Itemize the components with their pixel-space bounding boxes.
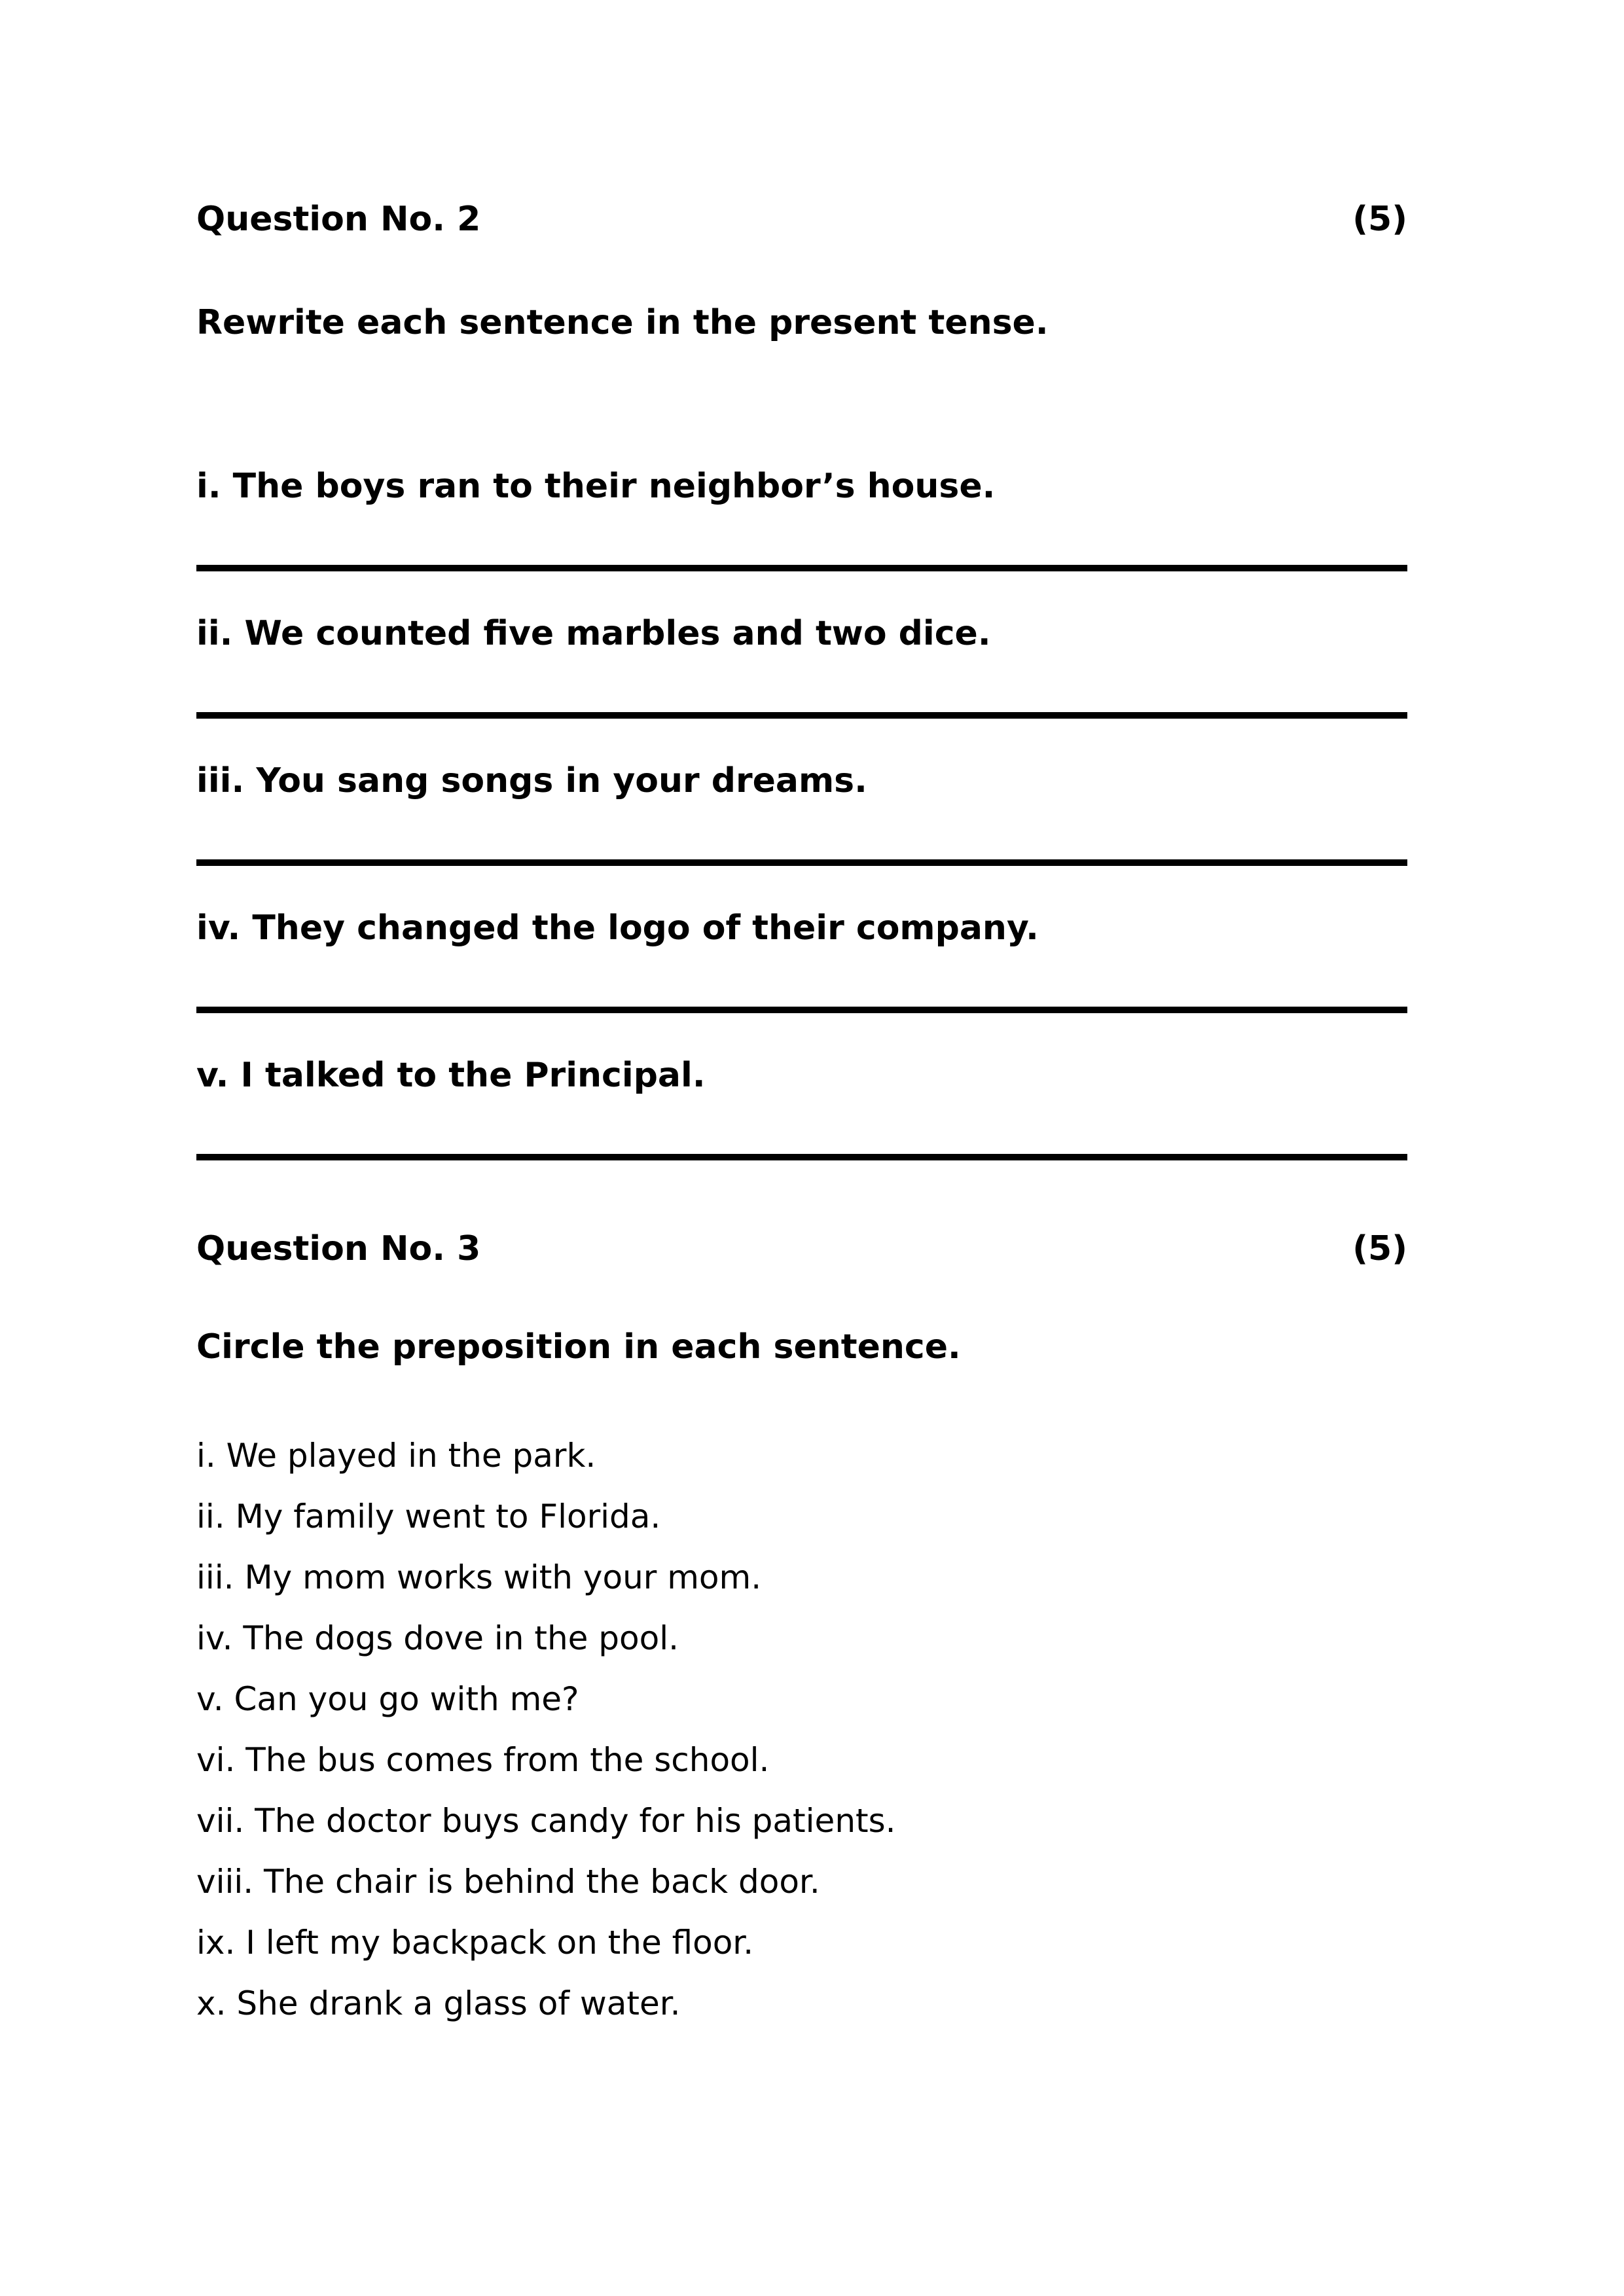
q3-item-7: vii. The doctor buys candy for his patients.: [196, 1802, 896, 1840]
q2-item-1: [196, 463, 1407, 571]
q2-sentence-1: i. The boys ran to their neighbor’s house.: [196, 467, 996, 506]
answer-line-4: [196, 1007, 1407, 1013]
question-2-marks: (5): [1352, 200, 1407, 239]
answer-line-2: [196, 712, 1407, 719]
q2-item-5: [196, 1052, 1407, 1160]
answer-line-3: [196, 859, 1407, 866]
q2-sentence-3: iii. You sang songs in your dreams.: [196, 761, 867, 800]
q2-sentence-4: iv. They changed the logo of their company.: [196, 908, 1039, 948]
question-3-title: Question No. 3: [196, 1229, 481, 1268]
question-3-list: [196, 1426, 1407, 2034]
answer-line-1: [196, 565, 1407, 571]
question-2-instruction: Rewrite each sentence in the present tense.: [196, 303, 1049, 342]
q3-item-10: x. She drank a glass of water.: [196, 1984, 681, 2022]
answer-line-5: [196, 1154, 1407, 1160]
q3-item-8: viii. The chair is behind the back door.: [196, 1863, 820, 1901]
question-3-instruction: Circle the preposition in each sentence.: [196, 1327, 961, 1367]
question-3-marks: (5): [1352, 1229, 1407, 1268]
q2-sentence-5: v. I talked to the Principal.: [196, 1056, 706, 1095]
question-2-title: Question No. 2: [196, 200, 481, 239]
question-3-header: [196, 1226, 1407, 1272]
q3-item-3: iii. My mom works with your mom.: [196, 1558, 762, 1596]
q2-item-3: [196, 758, 1407, 866]
question-2-header: [196, 196, 1407, 242]
q2-item-4: [196, 905, 1407, 1013]
q3-item-2: ii. My family went to Florida.: [196, 1498, 661, 1535]
q3-item-6: vi. The bus comes from the school.: [196, 1741, 770, 1779]
q3-item-1: i. We played in the park.: [196, 1437, 596, 1475]
q3-item-5: v. Can you go with me?: [196, 1680, 579, 1718]
q2-sentence-2: ii. We counted five marbles and two dice.: [196, 614, 991, 653]
q3-item-9: ix. I left my backpack on the floor.: [196, 1924, 754, 1962]
q3-item-4: iv. The dogs dove in the pool.: [196, 1619, 679, 1657]
q2-item-2: [196, 611, 1407, 719]
